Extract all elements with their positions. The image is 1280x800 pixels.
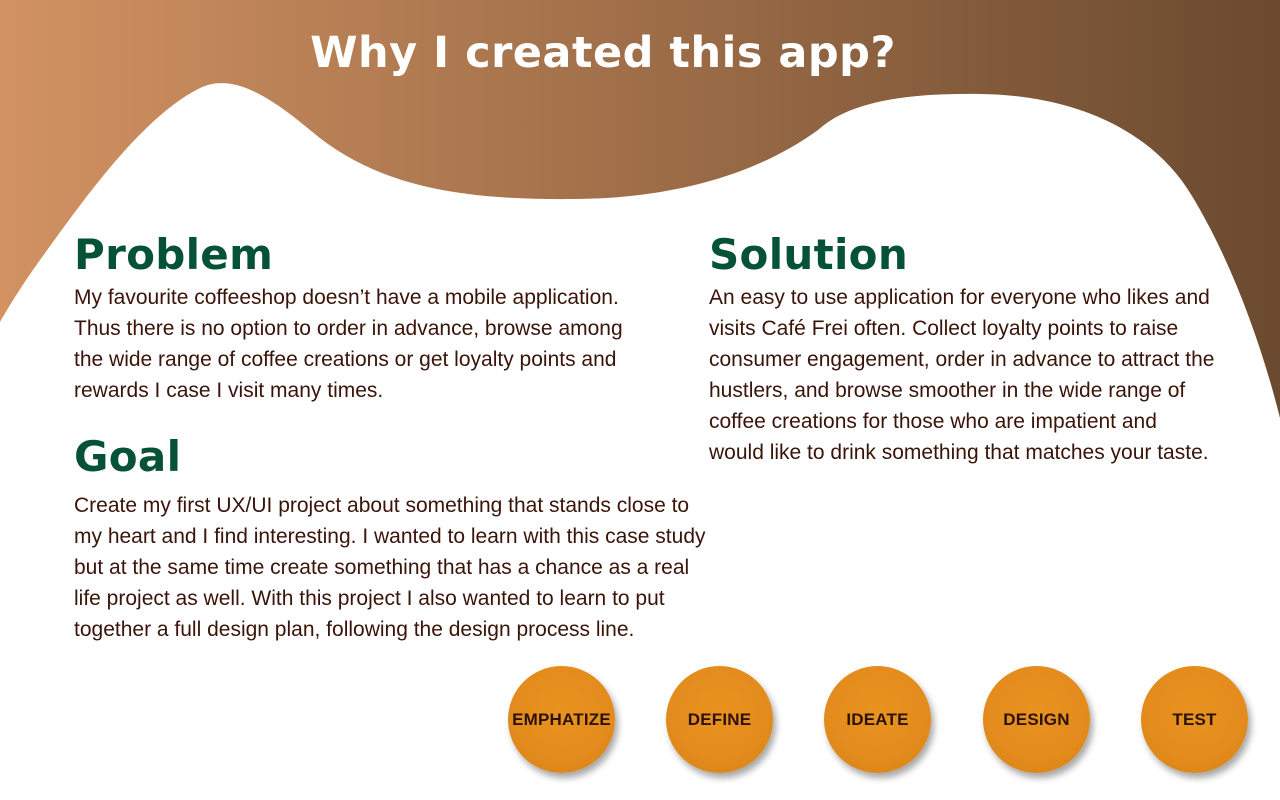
goal-text-line: my heart and I find interesting. I wanted to learn with this case study <box>74 525 706 548</box>
process-step-test[interactable]: TEST <box>1141 666 1248 773</box>
problem-text-line: Thus there is no option to order in advance, browse among <box>74 317 623 340</box>
problem-heading: Problem <box>74 230 274 279</box>
solution-heading: Solution <box>709 230 909 279</box>
problem-text-line: My favourite coffeeshop doesn’t have a mobile application. <box>74 286 619 309</box>
process-step-design[interactable]: DESIGN <box>983 666 1090 773</box>
process-step-ideate[interactable]: IDEATE <box>824 666 931 773</box>
goal-text-line: life project as well. With this project I also wanted to learn to put <box>74 587 665 610</box>
goal-text-line: Create my first UX/UI project about something that stands close to <box>74 494 690 517</box>
goal-text-line: but at the same time create something that has a chance as a real <box>74 556 690 579</box>
problem-text-line: the wide range of coffee creations or get loyalty points and <box>74 348 617 371</box>
problem-text-line: rewards I case I visit many times. <box>74 379 384 402</box>
page-title: Why I created this app? <box>310 28 896 78</box>
goal-text-line: together a full design plan, following the design process line. <box>74 618 635 641</box>
goal-text <box>74 490 706 645</box>
solution-text-line: consumer engagement, order in advance to attract the <box>709 348 1215 371</box>
process-step-define[interactable]: DEFINE <box>666 666 773 773</box>
solution-text-line: coffee creations for those who are impatient and <box>709 410 1157 433</box>
process-step-emphatize[interactable]: EMPHATIZE <box>508 666 615 773</box>
goal-heading: Goal <box>74 432 182 481</box>
solution-text-line: visits Café Frei often. Collect loyalty points to raise <box>709 317 1179 340</box>
solution-text-line: would like to drink something that matches your taste. <box>709 441 1209 464</box>
solution-text <box>709 282 1214 468</box>
problem-text <box>74 282 623 406</box>
solution-text-line: hustlers, and browse smoother in the wide range of <box>709 379 1186 402</box>
solution-text-line: An easy to use application for everyone who likes and <box>709 286 1210 309</box>
